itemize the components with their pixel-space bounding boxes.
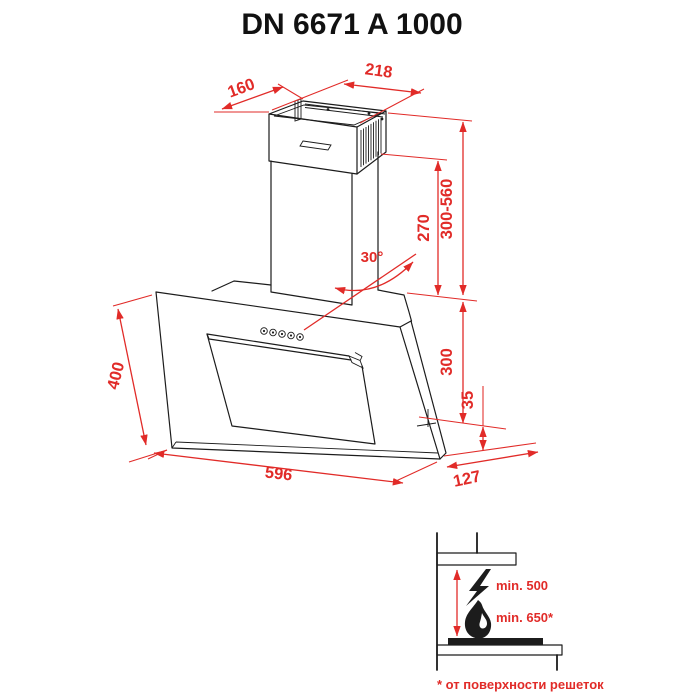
dim-label-glass-angle: 30° (360, 249, 384, 266)
hood-body-outline (156, 281, 446, 459)
dim-label-glass-panel-height: 400 (104, 360, 129, 392)
dim-label-chimney-depth: 160 (225, 75, 258, 102)
hood-button (288, 332, 295, 339)
electric-clearance-label: min. 500 (496, 578, 549, 593)
hood-button (270, 329, 277, 336)
gas-clearance-label: min. 650* (496, 610, 554, 625)
hood-button (297, 334, 304, 341)
page-title: DN 6671 A 1000 (241, 8, 463, 41)
dim-label-hood-width: 596 (263, 463, 294, 485)
dim-label-chimney-height-range: 300-560 (438, 178, 456, 240)
chimney-upper-section (269, 99, 386, 174)
dim-label-glass-lip: 35 (459, 390, 477, 410)
counter-profile (437, 645, 562, 655)
dim-label-body-depth: 127 (451, 467, 483, 491)
control-buttons (261, 328, 304, 341)
hood-button (261, 328, 268, 335)
dim-label-chimney-inner-height: 270 (415, 214, 433, 242)
cooktop-grate (448, 638, 543, 645)
chimney-lower-duct (271, 152, 378, 305)
clearance-footnote: * от поверхности решеток (437, 677, 604, 692)
hood-profile (437, 553, 516, 565)
flame-icon (465, 600, 491, 639)
clearance-diagram (437, 533, 604, 692)
glass-panel-recess (207, 334, 375, 444)
dim-label-body-rear-height: 300 (438, 348, 456, 376)
hood-button (279, 331, 286, 338)
dim-label-chimney-width: 218 (363, 60, 394, 82)
